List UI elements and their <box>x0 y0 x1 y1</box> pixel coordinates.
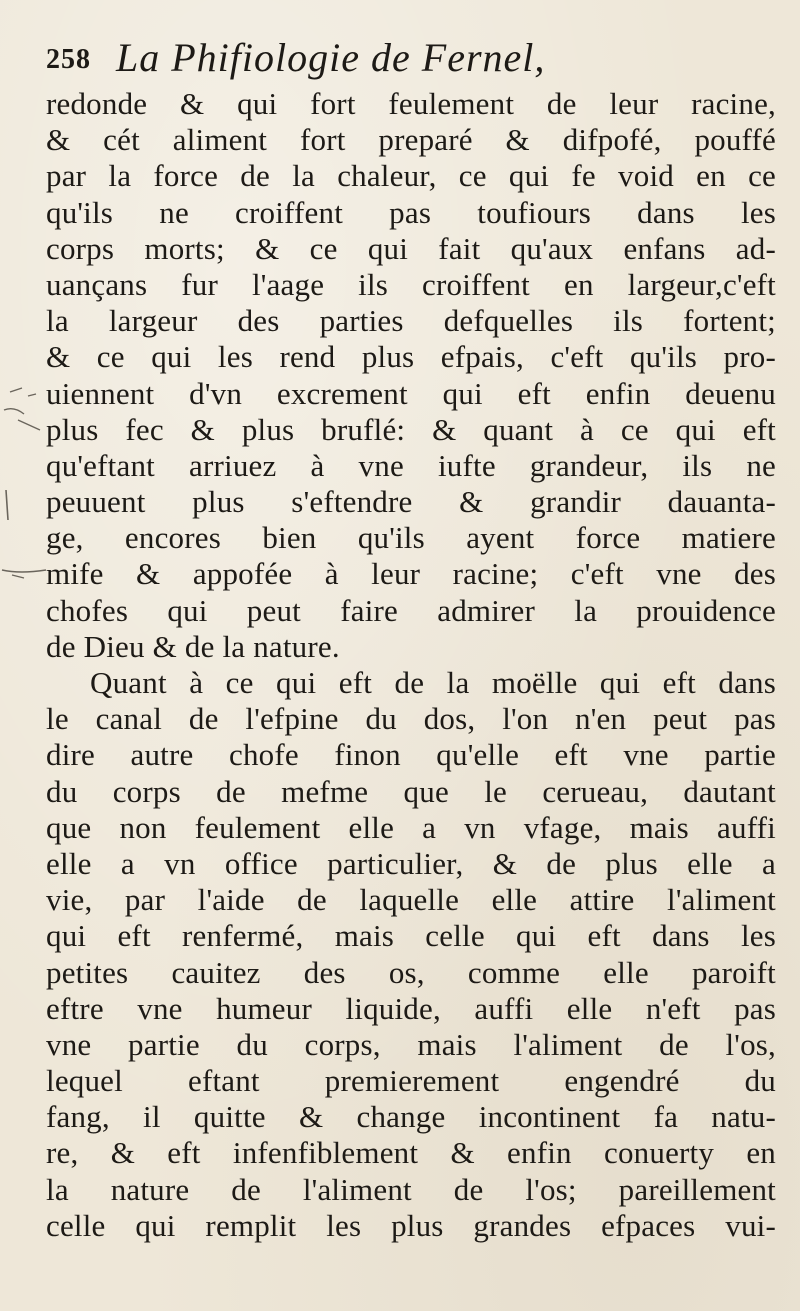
text-line: par la force de la chaleur, ce qui fe void en ce <box>46 158 776 194</box>
text-line: ge, encores bien qu'ils ayent force matiere <box>46 520 776 556</box>
text-line: uiennent d'vn excrement qui eft enfin deuenu <box>46 375 776 411</box>
text-line: de Dieu & de la nature. <box>46 628 340 664</box>
page-header <box>46 34 786 94</box>
text-line: la nature de l'aliment de l'os; pareillement <box>46 1171 776 1207</box>
text-line: peuuent plus s'eftendre & grandir dauanta- <box>46 484 776 520</box>
text-line: Quant à ce qui eft de la moëlle qui eft dans <box>90 665 776 700</box>
paragraph-2 <box>46 665 776 1244</box>
text-line: du corps de mefme que le cerueau, dautant <box>46 773 776 809</box>
text-line: chofes qui peut faire admirer la prouidence <box>46 592 776 628</box>
text-line: & ce qui les rend plus efpais, c'eft qu'ils pro- <box>46 339 776 375</box>
text-line: vne partie du corps, mais l'aliment de l'os, <box>46 1026 776 1062</box>
text-line: eftre vne humeur liquide, auffi elle n'eft pas <box>46 990 776 1026</box>
text-line: dire autre chofe finon qu'elle eft vne partie <box>46 737 776 773</box>
text-line: elle a vn office particulier, & de plus elle a <box>46 845 776 881</box>
text-line: que non feulement elle a vn vfage, mais auffi <box>46 809 776 845</box>
text-line: mife & appofée à leur racine; c'eft vne des <box>46 556 776 592</box>
running-title: La Phifiologie de Fernel, <box>116 35 546 80</box>
text-line: & cét aliment fort preparé & difpofé, pouffé <box>46 122 776 158</box>
text-line: fang, il quitte & change incontinent fa natu- <box>46 1099 776 1135</box>
body-text <box>46 86 776 1244</box>
text-line: corps morts; & ce qui fait qu'aux enfans ad- <box>46 230 776 266</box>
text-line: vie, par l'aide de laquelle elle attire l'aliment <box>46 882 776 918</box>
text-line: le canal de l'efpine du dos, l'on n'en peut pas <box>46 701 776 737</box>
text-line: la largeur des parties defquelles ils fortent; <box>46 303 776 339</box>
text-line: qu'ils ne croiffent pas toufiours dans les <box>46 194 776 230</box>
text-line: lequel eftant premierement engendré du <box>46 1063 776 1099</box>
page-number: 258 <box>46 44 91 75</box>
text-line: qui eft renfermé, mais celle qui eft dans les <box>46 918 776 954</box>
text-line: petites cauitez des os, comme elle paroift <box>46 954 776 990</box>
text-line: qu'eftant arriuez à vne iufte grandeur, ils ne <box>46 447 776 483</box>
text-line: uançans fur l'aage ils croiffent en largeur,c'eft <box>46 266 776 302</box>
text-line: re, & eft infenfiblement & enfin conuerty en <box>46 1135 776 1171</box>
paragraph-1 <box>46 86 776 665</box>
text-line: plus fec & plus bruflé: & quant à ce qui eft <box>46 411 776 447</box>
text-line: celle qui remplit les plus grandes efpaces vui- <box>46 1207 776 1243</box>
text-line: redonde & qui fort feulement de leur racine, <box>46 86 776 121</box>
